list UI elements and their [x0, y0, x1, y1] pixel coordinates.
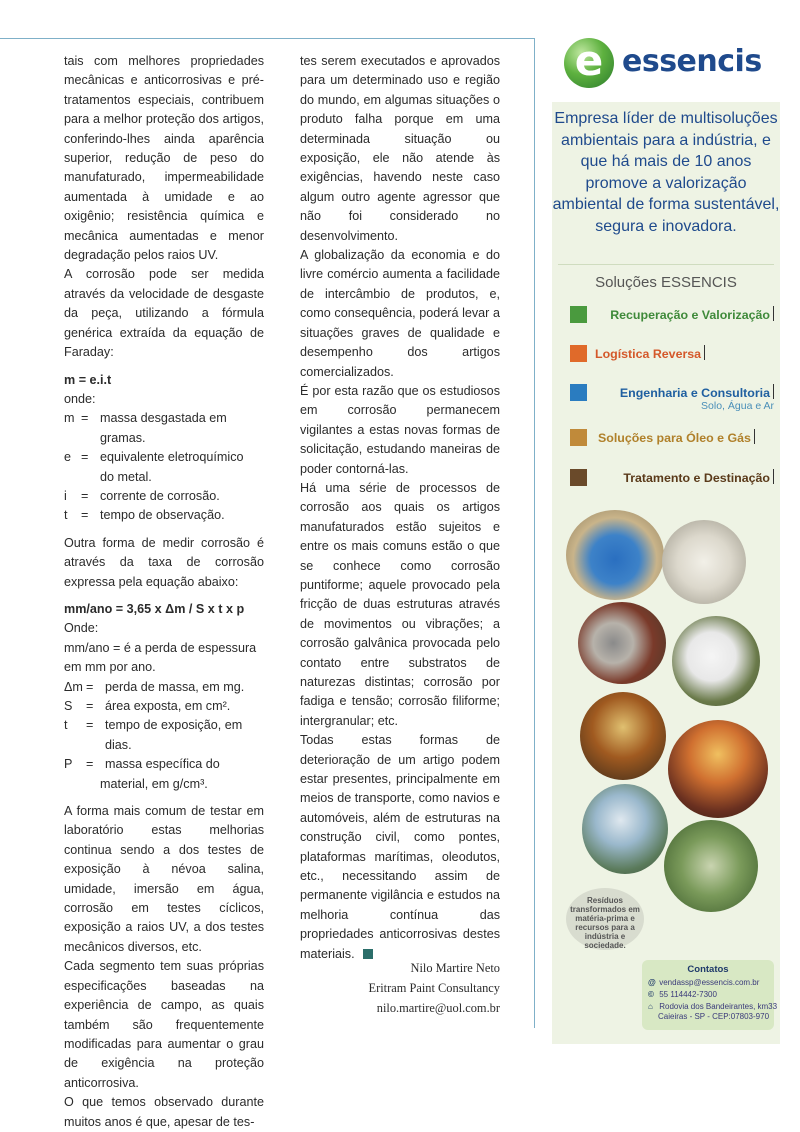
paragraph: A forma mais comum de testar em laboratório estas melhorias continua sendo a dos testes de exposição à névoa salina, umidade, imersão em água, corrosão em testes cíclicos, exposição a raios UV, a dos testes mecânicos diversos, etc. [64, 804, 264, 954]
paragraph: Outra forma de medir corrosão é através da taxa de corrosão expressa pela equação abaixo: [64, 535, 264, 589]
paragraph: É por esta razão que os estudiosos em corrosão permanecem vigilantes a estas novas formas de solicitação, estudando maneiras de poder contorná-las. [300, 383, 500, 476]
industrial-chimney-photo [580, 692, 666, 780]
definition-row: i = corrente de corrosão. [64, 488, 220, 503]
contacts-title: Contatos [687, 964, 729, 975]
contact-phone: 55 114442-7300 [659, 990, 717, 999]
definition-row: Δm = perda de massa, em mg. [64, 679, 245, 694]
logo-letter: e [574, 36, 604, 85]
solution-item-oleo-gas [570, 429, 778, 447]
orange-square-icon [570, 345, 587, 362]
corrosion-rate-formula: mm/ano = 3,65 x Δm / S x t x p [64, 601, 245, 616]
ad-tagline: Empresa líder de multisoluções ambientais para a indústria, e que há mais de 10 anos promove a valorização ambiental de forma sustentável, segura e inovadora. [552, 110, 780, 235]
solution-label: Tratamento e Destinação [623, 471, 770, 485]
solution-item-tratamento [570, 469, 778, 487]
residuos-text: Resíduos transformados em matéria-prima e recursos para a indústria e sociedade. [570, 896, 640, 950]
definitions-list-1 [64, 409, 264, 525]
landfill-aerial-photo [664, 820, 758, 912]
article-column-1 [64, 52, 264, 1132]
brand-name: essencis [622, 44, 762, 79]
author-company: Eritram Paint Consultancy [368, 981, 500, 995]
author-name: Nilo Martire Neto [410, 961, 500, 975]
definition-row: t = tempo de observação. [64, 508, 225, 523]
solution-label: Engenharia e Consultoria [619, 386, 770, 400]
paragraph: Cada segmento tem suas próprias especificações baseadas na experiência de campo, as quais também são frequentemente modificadas para aumentar o grau de exigência na proteção anticorrosiva. [64, 959, 264, 1090]
paragraph: A corrosão pode ser medida através da velocidade de desgaste da peça, utilizando a fórmula genérica extraída da equação de Faraday: [64, 267, 264, 360]
paragraph [300, 731, 500, 964]
brown-square-icon [570, 469, 587, 486]
residuos-badge [566, 888, 644, 950]
contact-address-city: Caieiras - SP - CEP:07803-970 [658, 1012, 770, 1021]
faraday-formula: m = e.i.t [64, 372, 112, 387]
granules-samples-photo [578, 602, 666, 684]
definition-row: do metal. [100, 469, 152, 484]
contact-phone-row [648, 990, 717, 999]
brand-header [552, 20, 780, 102]
contact-email-row[interactable] [648, 978, 759, 987]
definition-row: S = área exposta, em cm². [64, 699, 231, 713]
recycling-bin-photo [566, 510, 664, 600]
paragraph: tes serem executados e aprovados para um determinado uso e região do mundo, em algumas situações o produto falha porque em uma determinada situação ou exposição, ele não atende às exigências, havendo neste caso algum outro agente agressor que não foi considerado no desenvolvimento. [300, 54, 500, 243]
blue-square-icon [570, 384, 587, 401]
solution-label: Soluções para Óleo e Gás [598, 431, 751, 445]
solutions-title: Soluções ESSENCIS [595, 274, 737, 291]
essencis-advertisement [552, 20, 780, 1044]
contacts-box [642, 960, 778, 1030]
paragraph: A globalização da economia e do livre comércio aumenta a facilidade de intercâmbio de produtos, e, como consequência, poderá levar a situações graves de qualidade e desempenho dos artigos comercializados. [300, 248, 500, 379]
definition-row: material, em g/cm³. [100, 776, 208, 791]
engineers-at-plant-photo [582, 784, 668, 874]
page-frame-right [534, 38, 535, 1028]
solution-item-engenharia [570, 384, 778, 418]
solution-label: Logística Reversa [595, 347, 702, 361]
contact-address: Rodovia dos Bandeirantes, km33 [659, 1002, 778, 1011]
where-label: Onde: [64, 621, 99, 636]
contact-address-row [648, 1002, 777, 1011]
author-signature [300, 958, 500, 1018]
tan-square-icon [570, 429, 587, 446]
definition-row: e = equivalente eletroquímico [64, 450, 244, 465]
solution-item-recuperacao [570, 306, 778, 324]
solution-sublabel: Solo, Água e Ar [701, 400, 774, 412]
contact-email[interactable]: vendassp@essencis.com.br [659, 978, 760, 987]
definition-row: m = massa desgastada em gramas. [64, 411, 227, 445]
green-square-icon [570, 306, 587, 323]
definitions-list-2 [64, 678, 264, 794]
at-sign-icon: @ [648, 978, 656, 987]
paragraph: O que temos observado durante muitos anos é que, apesar de tes- [64, 1095, 264, 1129]
paragraph: mm/ano = é a perda de espessura em mm por ano. [64, 640, 257, 675]
paragraph-text: Todas estas formas de deterioração de um artigo podem estar presentes, principalmente em meios de transporte, como navios e automóveis, além de estruturas na construção civil, como pontes, plataformas marítimas, oleodutos, etc., necessitando assim de permanente vigilância e estudos na melhoria contínua das propriedades anticorrosivas destes materiais. [300, 733, 500, 961]
page-frame-top [0, 38, 535, 39]
author-email[interactable]: nilo.martire@uol.com.br [376, 1001, 500, 1015]
phone-icon: © [648, 990, 654, 999]
definition-row: t = tempo de exposição, em dias. [64, 718, 243, 752]
article-column-2 [300, 52, 500, 964]
definition-row: P = massa específica do [64, 757, 220, 772]
contact-address-row-2 [658, 1012, 769, 1021]
solution-item-logistica [570, 345, 778, 363]
house-icon: ⌂ [648, 1002, 653, 1011]
paragraph: Há uma série de processos de corrosão aos quais os artigos manufaturados estão sujeitos e entre os mais comuns estão o que se conhece como corrosão puntiforme; aquele provocado pela fricção de duas estruturas através de movimentos ou vibrações; a corrosão galvânica provocada pelo contato entre substratos de naturezas distintas; corrosão por fadiga e tensão; corrosão filiforme; intergranular; etc. [300, 480, 500, 728]
divider [558, 264, 774, 265]
plastic-flakes-photo [662, 520, 746, 604]
solution-label: Recuperação e Valorização [610, 308, 770, 322]
oil-pump-sunset-photo [668, 720, 768, 818]
protective-suit-worker-photo [672, 616, 760, 706]
where-label: onde: [64, 391, 96, 406]
paragraph: tais com melhores propriedades mecânicas e anticorrosivas e pré-tratamentos especiais, contribuem para a melhor proteção dos artigos, conferindo-lhes ainda aparência superior, redução de peso do manufaturado, impermeabilidade aumentada à umidade e ao oxigênio; resistência química e mecânica aumentadas e menor degradação pelos raios UV. [64, 54, 264, 263]
